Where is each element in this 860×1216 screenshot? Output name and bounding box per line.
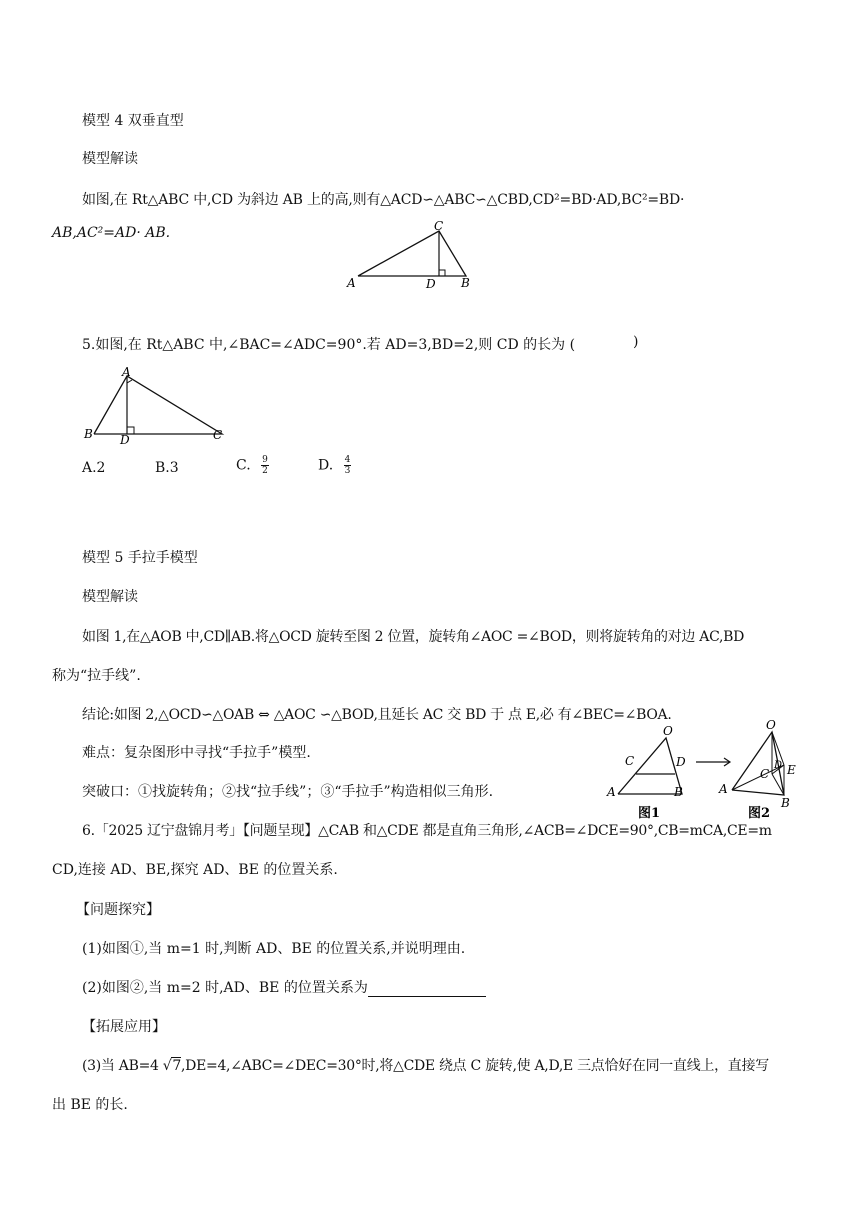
model5-text-line2: 称为“拉手线”. <box>52 668 141 684</box>
model5-figure-2 <box>718 718 796 810</box>
figure-1-caption: 图1 <box>638 806 661 821</box>
label-c: C <box>760 767 770 781</box>
label-e: E <box>787 763 796 777</box>
label-b: B <box>84 427 93 441</box>
model4-text-line1: 如图,在 Rt△ABC 中,CD 为斜边 AB 上的高,则有△ACD∽△ABC∽△CBD,CD²=BD·AD,BC²=BD· <box>82 192 685 208</box>
q6-extend-heading: 【拓展应用】 <box>82 1019 166 1035</box>
sqrt-radicand: 7 <box>172 1058 182 1074</box>
model4-figure <box>340 216 480 292</box>
fraction-denominator: 3 <box>344 466 351 476</box>
q6-part2 <box>82 977 486 997</box>
q6-line2: CD,连接 AD、BE,探究 AD、BE 的位置关系. <box>52 862 338 878</box>
label-c: C <box>434 219 444 233</box>
model5-conclusion: 结论:如图 2,△OCD∽△OAB ⇔ △AOC ∽△BOD,且延长 AC 交 BD 于 点 E,必 有∠BEC=∠BOA. <box>82 707 672 723</box>
q6-part1: (1)如图①,当 m=1 时,判断 AD、BE 的位置关系,并说明理由. <box>82 941 466 957</box>
label-a: A <box>719 782 728 796</box>
q5-option-c-fraction <box>261 455 269 476</box>
q5-option-b: B.3 <box>155 460 179 476</box>
q6-line1: 6.「2025 辽宁盘锦月考」【问题呈现】△CAB 和△CDE 都是直角三角形,∠ACB=∠DCE=90°,CB=mCA,CE=m <box>82 823 772 839</box>
label-o: O <box>663 724 673 738</box>
label-b: B <box>461 276 470 290</box>
model5-difficulty: 难点：复杂图形中寻找“手拉手”模型. <box>82 745 311 761</box>
label-d: D <box>120 433 130 447</box>
q6-part3-start: (3)当 AB=4 <box>82 1058 159 1074</box>
model5-figures <box>598 718 808 822</box>
model4-text-line2: AB,AC²=AD· AB. <box>52 225 171 241</box>
label-c: C <box>625 754 635 768</box>
fraction-denominator: 2 <box>262 466 268 476</box>
q5-figure <box>80 364 240 448</box>
model5-text-line1: 如图 1,在△AOB 中,CD∥AB.将△OCD 旋转至图 2 位置，旋转角∠AOC =∠BOD，则将旋转角的对边 AC,BD <box>82 629 745 645</box>
q6-part3-line2: 出 BE 的长. <box>52 1097 128 1113</box>
model5-subheading: 模型解读 <box>82 589 138 605</box>
model4-heading: 模型 4 双垂直型 <box>82 113 184 129</box>
q6-explore-heading: 【问题探究】 <box>76 902 160 918</box>
q6-answer-blank[interactable] <box>368 982 486 997</box>
q6-part2-text: (2)如图②,当 m=2 时,AD、BE 的位置关系为 <box>82 980 368 996</box>
label-a: A <box>607 785 616 799</box>
q5-option-d-fraction <box>344 455 352 476</box>
figure-2-caption: 图2 <box>748 806 771 821</box>
q5-stem: 5.如图,在 Rt△ABC 中,∠BAC=∠ADC=90°.若 AD=3,BD=2,则 CD 的长为 ( <box>82 337 576 353</box>
q5-option-a: A.2 <box>82 460 106 476</box>
q6-part3 <box>82 1055 769 1075</box>
label-b: B <box>674 785 683 799</box>
sqrt-expression: √7 <box>162 1058 182 1074</box>
label-a: A <box>122 365 131 379</box>
label-d: D <box>774 760 783 771</box>
model5-heading: 模型 5 手拉手模型 <box>82 550 198 566</box>
q5-option-d <box>318 455 351 476</box>
arrow-icon <box>696 758 730 766</box>
q5-option-c-label: C. <box>236 457 251 474</box>
fraction-numerator: 9 <box>262 455 268 465</box>
fraction-numerator: 4 <box>344 455 351 465</box>
model4-subheading: 模型解读 <box>82 151 138 167</box>
label-c: C <box>213 428 223 442</box>
q5-option-d-label: D. <box>318 457 334 474</box>
label-a: A <box>347 276 356 290</box>
label-d: D <box>426 277 436 291</box>
label-d: D <box>676 755 686 769</box>
model5-figure-1 <box>606 724 686 799</box>
q6-part3-rest: ,DE=4,∠ABC=∠DEC=30°时,将△CDE 绕点 C 旋转,使 A,D,E 三点恰好在同一直线上，直接写 <box>181 1058 769 1074</box>
model5-breakthrough: 突破口：①找旋转角；②找“拉手线”；③“手拉手”构造相似三角形. <box>82 784 494 800</box>
q5-option-c <box>236 455 269 476</box>
label-b: B <box>781 796 790 810</box>
label-o: O <box>766 718 776 732</box>
q5-close-paren: ) <box>633 334 639 350</box>
